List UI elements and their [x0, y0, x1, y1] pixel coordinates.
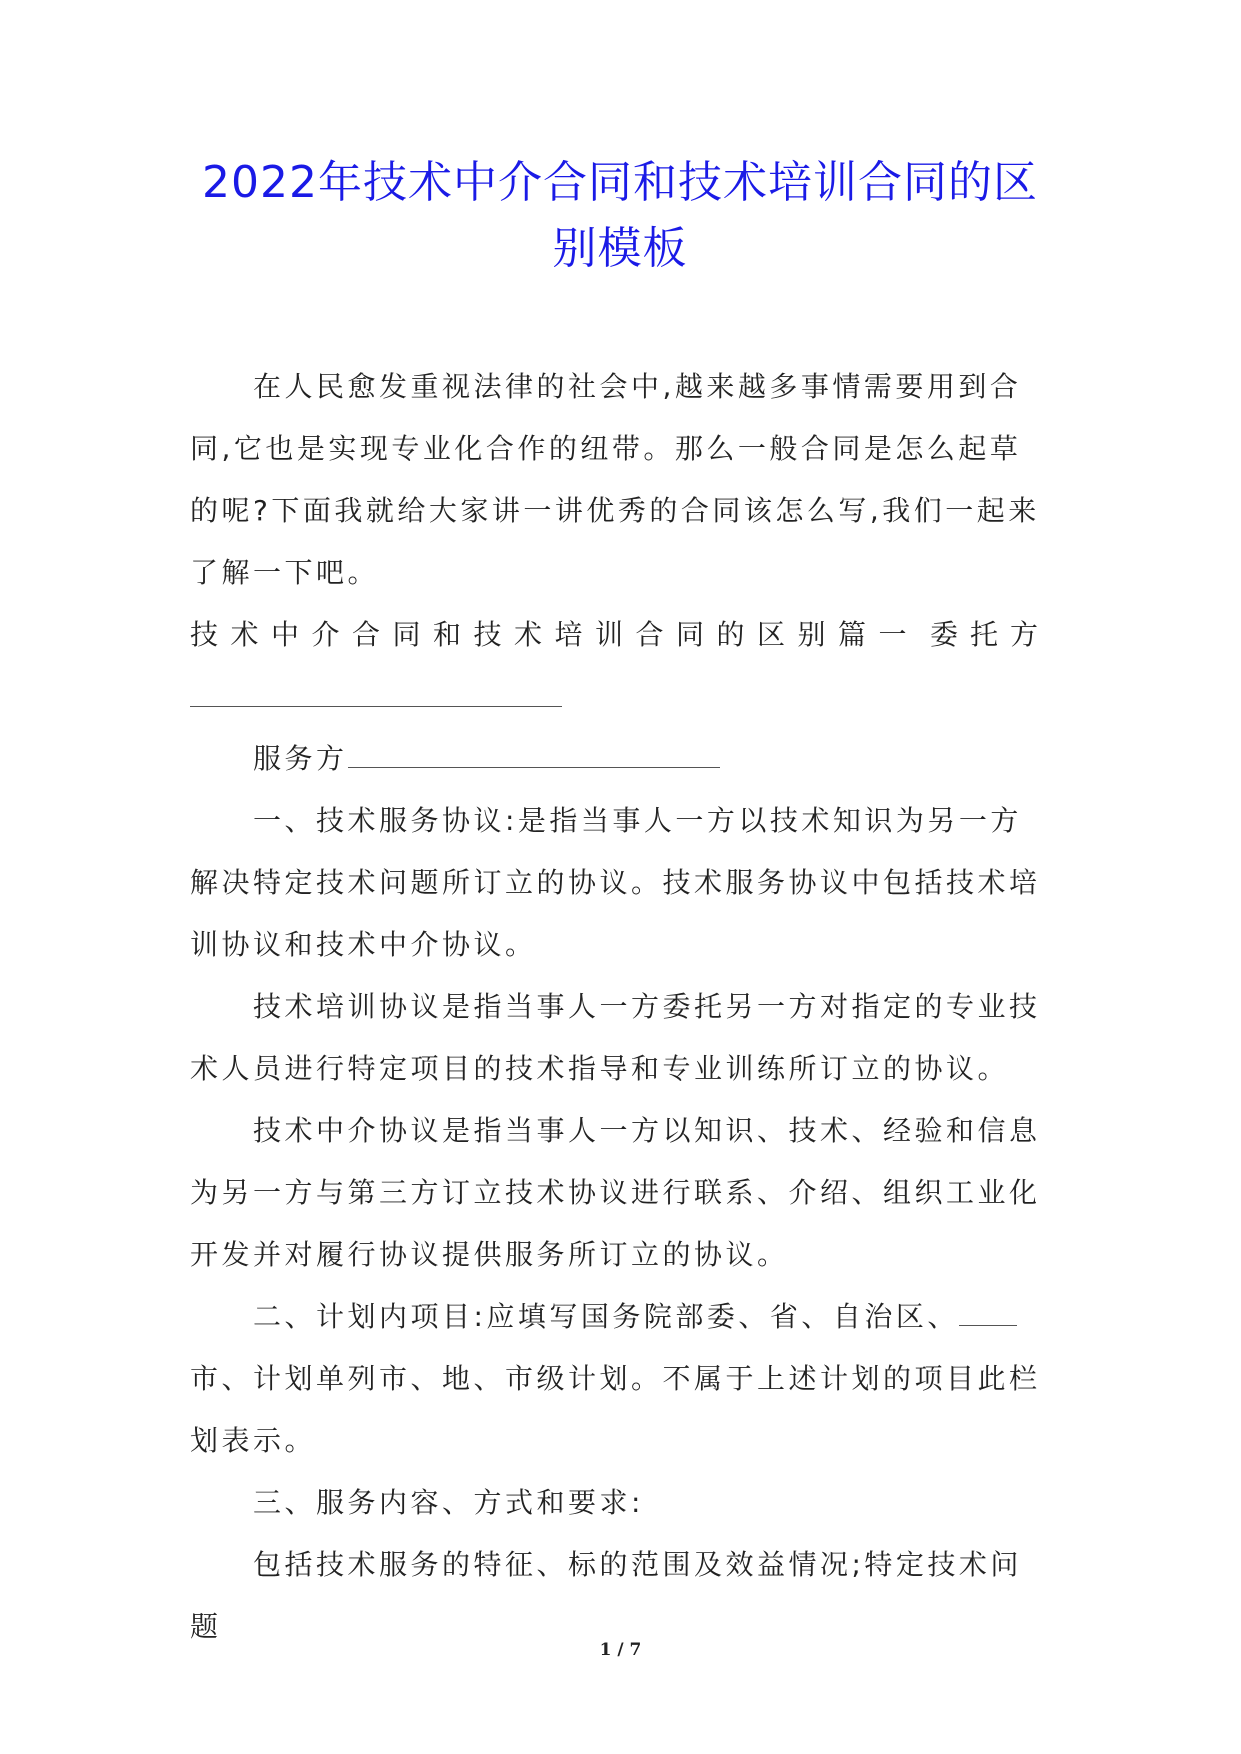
paragraph-3: 技术中介协议是指当事人一方以知识、技术、经验和信息为另一方与第三方订立技术协议进行联系、介绍、组织工业化开发并对履行协议提供服务所订立的协议。 — [190, 1114, 1041, 1271]
section-heading — [190, 604, 1050, 666]
document-title — [190, 150, 1050, 282]
document-body — [190, 356, 1050, 1658]
service-party-underline — [348, 745, 720, 768]
client-party-blank — [190, 666, 1050, 728]
section-heading-title: 技术中介合同和技术培训合同的区别篇一 — [190, 618, 920, 651]
paragraph-4-part-2: 市、计划单列市、地、市级计划。不属于上述计划的项目此栏划表示。 — [190, 1362, 1041, 1457]
paragraph-6: 包括技术服务的特征、标的范围及效益情况;特定技术问题 — [190, 1548, 1022, 1643]
title-line-2: 别模板 — [552, 223, 688, 274]
client-party-underline — [190, 706, 562, 707]
paragraph-4 — [190, 1286, 1050, 1472]
client-party-label: 委托方 — [929, 618, 1050, 651]
service-party-line — [190, 728, 1050, 790]
intro-paragraph: 在人民愈发重视法律的社会中,越来越多事情需要用到合同,它也是实现专业化合作的纽带。那么一般合同是怎么起草的呢?下面我就给大家讲一讲优秀的合同该怎么写,我们一起来了解一下吧。 — [190, 370, 1040, 589]
paragraph-5: 三、服务内容、方式和要求: — [253, 1486, 644, 1519]
city-blank-underline — [959, 1303, 1017, 1326]
service-party-label: 服务方 — [253, 742, 348, 775]
page-number: 1 / 7 — [599, 1640, 642, 1660]
paragraph-4-part-1: 二、计划内项目:应填写国务院部委、省、自治区、 — [253, 1300, 959, 1333]
paragraph-2: 技术培训协议是指当事人一方委托另一方对指定的专业技术人员进行特定项目的技术指导和专业训练所订立的协议。 — [190, 990, 1041, 1085]
paragraph-1: 一、技术服务协议:是指当事人一方以技术知识为另一方解决特定技术问题所订立的协议。技术服务协议中包括技术培训协议和技术中介协议。 — [190, 804, 1041, 961]
title-line-1: 2022年技术中介合同和技术培训合同的区 — [202, 157, 1038, 208]
